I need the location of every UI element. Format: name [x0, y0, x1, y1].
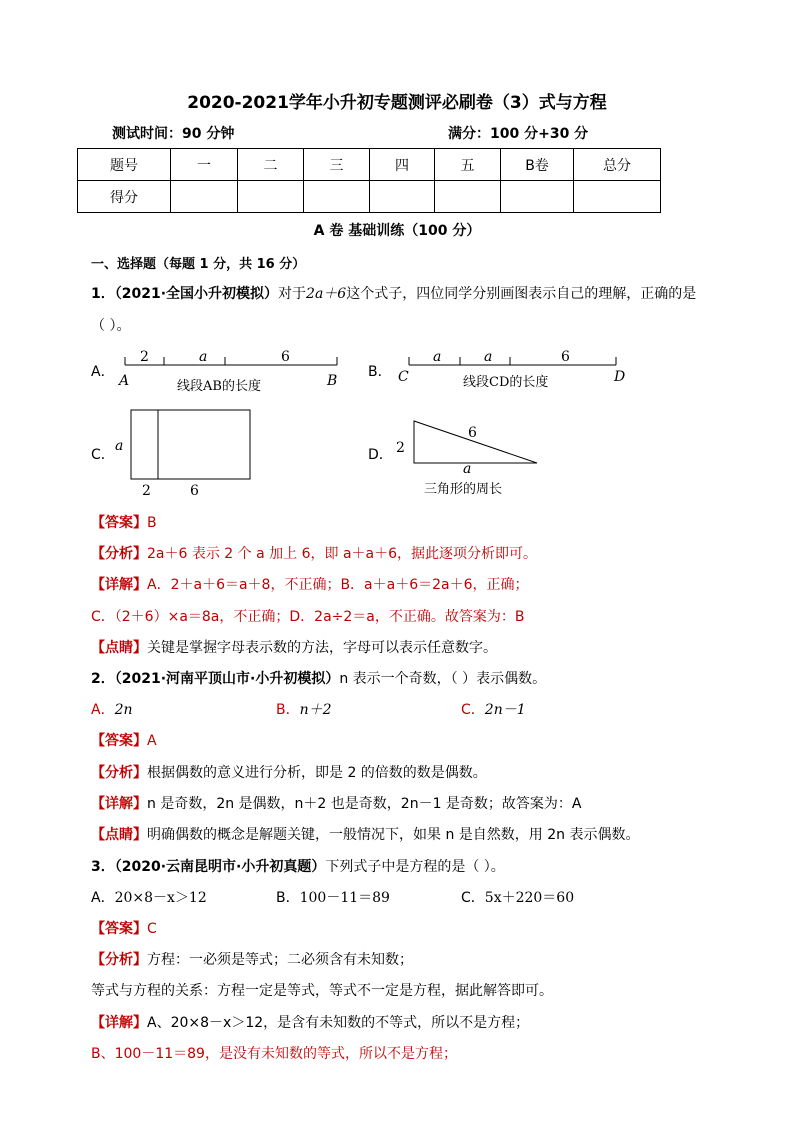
score-cell[interactable] — [435, 181, 501, 213]
score-cell[interactable] — [304, 181, 370, 213]
q2-option-b — [276, 699, 332, 719]
seg-label: 2 — [140, 349, 149, 365]
section-a-heading: A 卷 基础训练（100 分） — [313, 223, 481, 239]
q2-number: 2． — [91, 671, 115, 687]
score-header-cell: 三 — [304, 149, 370, 181]
detail-tag: 【详解】 — [91, 796, 147, 812]
q1-comment — [91, 637, 497, 657]
q1-option-c-label: C． — [91, 447, 115, 463]
q3-stem-text: 下列式子中是方程的是（ ）。 — [325, 859, 505, 875]
q3-source: （2020·云南昆明市·小升初真题） — [114, 859, 326, 875]
q1-detail — [91, 574, 529, 594]
option-label: A． — [91, 702, 115, 718]
option-text: 2n — [114, 702, 133, 718]
q1-stem-b: 这个式子，四位同学分别画图表示自己的理解，正确的是 — [346, 286, 697, 302]
detail-text: A．2＋a＋6＝a＋8，不正确；B．a＋a＋6＝2a＋6，正确； — [147, 577, 529, 593]
q3-analysis-continued: 等式与方程的关系：方程一定是等式，等式不一定是方程，据此解答即可。 — [91, 983, 553, 999]
q1-option-d-figure — [390, 415, 550, 500]
detail-text: n 是奇数，2n 是偶数，n＋2 也是奇数，2n－1 是奇数；故答案为：A — [147, 796, 582, 812]
q1-paren: （ ）。 — [91, 318, 131, 334]
option-label: C． — [461, 702, 485, 718]
q1-detail-continued: C．（2＋6）×a＝8a，不正确；D．2a÷2＝a，不正确。故答案为：B — [91, 609, 525, 625]
option-label: B． — [276, 702, 300, 718]
q1-option-b-figure — [395, 345, 635, 400]
q1-stem — [91, 283, 696, 303]
q1-option-a-label: A． — [91, 364, 115, 380]
detail-text: A、20×8－x＞12，是含有未知数的不等式，所以不是方程； — [147, 1015, 530, 1031]
full-score: 满分：100 分+30 分 — [448, 126, 589, 142]
score-cell[interactable] — [370, 181, 435, 213]
q2-comment — [91, 824, 639, 844]
option-label: A． — [91, 890, 115, 906]
side-label: a — [115, 438, 124, 454]
side-label: 6 — [468, 425, 477, 441]
q1-number: 1． — [91, 286, 115, 302]
width-label: 2 — [142, 483, 151, 499]
answer-tag: 【答案】 — [91, 515, 147, 531]
test-time: 测试时间：90 分钟 — [112, 126, 235, 142]
option-label: C． — [461, 890, 485, 906]
side-label: 2 — [396, 440, 405, 456]
q1-option-b-label: B． — [368, 364, 392, 380]
q1-option-d-label: D． — [368, 447, 393, 463]
seg-label: a — [199, 349, 208, 365]
q3-option-c — [461, 887, 574, 907]
option-text: 20×8－x＞12 — [114, 890, 207, 906]
detail-tag: 【详解】 — [91, 1015, 147, 1031]
score-header-cell: 五 — [435, 149, 501, 181]
analysis-text: 根据偶数的意义进行分析，即是 2 的倍数的数是偶数。 — [147, 765, 487, 781]
option-label: B． — [276, 890, 300, 906]
q3-detail-continued: B、100－11＝89，是没有未知数的等式，所以不是方程； — [91, 1046, 457, 1062]
seg-label: 6 — [561, 349, 570, 365]
q2-analysis — [91, 762, 487, 782]
answer-value: A — [147, 733, 157, 749]
score-header-cell: 总分 — [574, 149, 661, 181]
score-cell[interactable] — [501, 181, 574, 213]
q2-source: （2021·河南平顶山市·小升初模拟） — [114, 671, 340, 687]
q1-option-c-figure — [110, 405, 260, 500]
width-label: 6 — [190, 483, 199, 499]
score-row-label: 得分 — [78, 181, 171, 213]
score-cell[interactable] — [574, 181, 661, 213]
q2-stem-text: n 表示一个奇数，（ ）表示偶数。 — [339, 671, 547, 687]
q1-option-a-figure — [115, 345, 345, 400]
rectangle — [131, 410, 250, 479]
point-label: C — [398, 369, 409, 385]
q1-source: （2021·全国小升初模拟） — [114, 286, 279, 302]
q2-stem — [91, 668, 546, 688]
seg-label: a — [433, 349, 442, 365]
q1-answer — [91, 512, 157, 532]
q3-option-a — [91, 887, 207, 907]
analysis-tag: 【分析】 — [91, 546, 147, 562]
part-one-heading: 一、选择题（每题 1 分，共 16 分） — [91, 257, 306, 272]
score-table-row — [78, 181, 661, 213]
answer-value: C — [147, 921, 157, 937]
option-text: 100－11＝89 — [299, 890, 390, 906]
q2-option-c — [461, 699, 526, 719]
q3-stem — [91, 856, 505, 876]
point-label: B — [327, 373, 338, 389]
figure-caption: 三角形的周长 — [424, 482, 503, 497]
q3-detail — [91, 1012, 529, 1032]
figure-caption: 线段AB的长度 — [177, 379, 261, 394]
detail-tag: 【详解】 — [91, 577, 147, 593]
score-header-cell: 一 — [171, 149, 238, 181]
q3-option-b — [276, 887, 390, 907]
comment-text: 明确偶数的概念是解题关键，一般情况下，如果 n 是自然数，用 2n 表示偶数。 — [147, 827, 640, 843]
q3-answer — [91, 918, 157, 938]
option-text: 5x＋220＝60 — [484, 890, 575, 906]
comment-tag: 【点睛】 — [91, 640, 147, 656]
q1-analysis — [91, 543, 537, 563]
answer-tag: 【答案】 — [91, 921, 147, 937]
score-table-header-row — [78, 149, 661, 181]
seg-label: 6 — [281, 349, 290, 365]
score-header-cell: 四 — [370, 149, 435, 181]
analysis-text: 2a＋6 表示 2 个 a 加上 6，即 a＋a＋6，据此逐项分析即可。 — [147, 546, 538, 562]
score-header-cell: 二 — [238, 149, 304, 181]
score-header-cell: 题号 — [78, 149, 171, 181]
point-label: D — [614, 369, 626, 385]
q2-option-a — [91, 699, 133, 719]
q1-expression: 2a＋6 — [306, 286, 347, 302]
analysis-text: 方程：一必须是等式；二必须含有未知数； — [147, 952, 413, 968]
score-cell[interactable] — [171, 181, 238, 213]
q2-detail — [91, 793, 582, 813]
analysis-tag: 【分析】 — [91, 952, 147, 968]
q1-stem-a: 对于 — [278, 286, 307, 302]
answer-value: B — [147, 515, 157, 531]
q2-answer — [91, 730, 157, 750]
answer-tag: 【答案】 — [91, 733, 147, 749]
analysis-tag: 【分析】 — [91, 765, 147, 781]
comment-text: 关键是掌握字母表示数的方法，字母可以表示任意数字。 — [147, 640, 497, 656]
score-table — [77, 148, 661, 213]
page-title: 2020-2021学年小升初专题测评必刷卷（3）式与方程 — [187, 93, 607, 113]
figure-caption: 线段CD的长度 — [463, 375, 549, 390]
score-header-cell: B卷 — [501, 149, 574, 181]
option-text: 2n－1 — [484, 702, 526, 718]
seg-label: a — [484, 349, 493, 365]
point-label: A — [119, 373, 130, 389]
option-text: n＋2 — [299, 702, 332, 718]
q3-number: 3． — [91, 859, 115, 875]
side-label: a — [463, 461, 472, 477]
score-cell[interactable] — [238, 181, 304, 213]
comment-tag: 【点睛】 — [91, 827, 147, 843]
q3-analysis — [91, 949, 413, 969]
